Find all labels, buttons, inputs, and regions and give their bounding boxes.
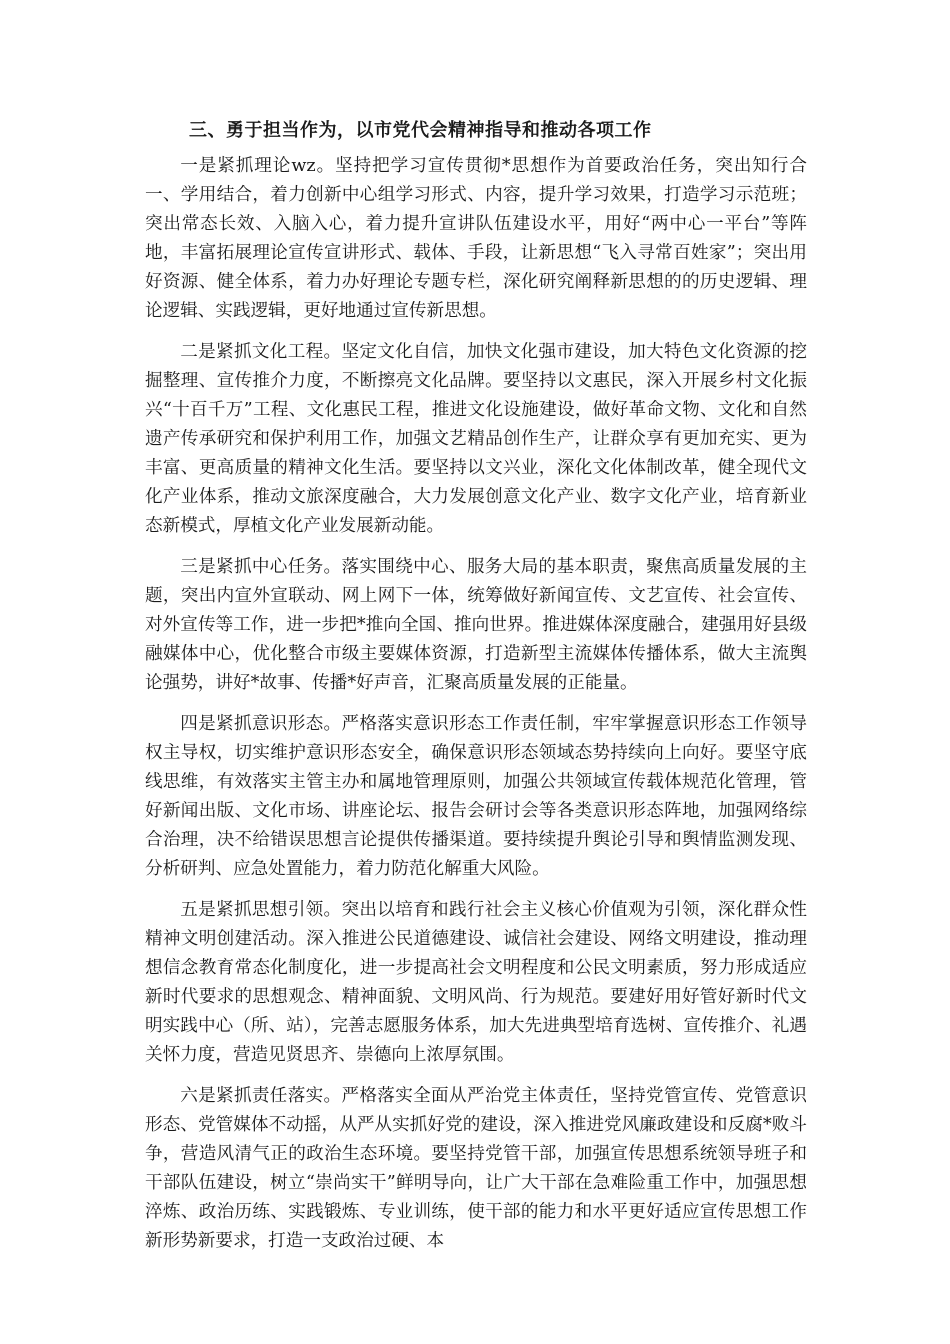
paragraph-central-tasks: 三是紧抓中心任务。落实围绕中心、服务大局的基本职责，聚焦高质量发展的主题，突出内宣外宣联动、网上网下一体，统筹做好新闻宣传、文艺宣传、社会宣传、对外宣传等工作，进一步把*推向全国、推向世界。推进媒体深度融合，建强用好县级融媒体中心，优化整合市级主要媒体资源，打造新型主流媒体传播体系，做大主流舆论强势，讲好*故事、传播*好声音，汇聚高质量发展的正能量。 [145,557,807,693]
paragraph-guidance: 五是紧抓思想引领。突出以培育和践行社会主义核心价值观为引领，深化群众性精神文明创建活动。深入推进公民道德建设、诚信社会建设、网络文明建设，推动理想信念教育常态化制度化，进一步提高社会文明程度和公民文明素质，努力形成适应新时代要求的思想观念、精神面貌、文明风尚、行为规范。要建好用好管好新时代文明实践中心（所、站），完善志愿服务体系，加大先进典型培育选树、宣传推介、礼遇关怀力度，营造见贤思齐、崇德向上浓厚氛围。 [145,900,807,1065]
paragraph-theory: 一是紧抓理论wz。坚持把学习宣传贯彻*思想作为首要政治任务，突出知行合一、学用结合，着力创新中心组学习形式、内容，提升学习效果，打造学习示范班；突出常态长效、入脑入心，着力提升宣讲队伍建设水平，用好“两中心一平台”等阵地，丰富拓展理论宣传宣讲形式、载体、手段，让新思想“飞入寻常百姓家”；突出用好资源、健全体系，着力办好理论专题专栏，深化研究阐释新思想的的历史逻辑、理论逻辑、实践逻辑，更好地通过宣传新思想。 [145,156,807,321]
paragraph-ideology: 四是紧抓意识形态。严格落实意识形态工作责任制，牢牢掌握意识形态工作领导权主导权，切实维护意识形态安全，确保意识形态领域态势持续向上向好。要坚守底线思维，有效落实主管主办和属地管理原则，加强公共领域宣传载体规范化管理，管好新闻出版、文化市场、讲座论坛、报告会研讨会等各类意识形态阵地，加强网络综合治理，决不给错误思想言论提供传播渠道。要持续提升舆论引导和舆情监测发现、分析研判、应急处置能力，着力防范化解重大风险。 [145,714,807,879]
section-heading: 三、勇于担当作为，以市党代会精神指导和推动各项工作 [189,120,652,141]
paragraph-responsibility: 六是紧抓责任落实。严格落实全面从严治党主体责任，坚持党管宣传、党管意识形态、党管媒体不动摇，从严从实抓好党的建设，深入推进党风廉政建设和反腐*败斗争，营造风清气正的政治生态环境。要坚持党管干部，加强宣传思想系统领导班子和干部队伍建设，树立“崇尚实干”鲜明导向，让广大干部在急难险重工作中，加强思想淬炼、政治历练、实践锻炼、专业训练，使干部的能力和水平更好适应宣传思想工作新形势新要求，打造一支政治过硬、本 [145,1086,807,1251]
document-body [145,118,807,1268]
paragraph-culture: 二是紧抓文化工程。坚定文化自信，加快文化强市建设，加大特色文化资源的挖掘整理、宣传推介力度，不断擦亮文化品牌。要坚持以文惠民，深入开展乡村文化振兴“十百千万”工程、文化惠民工程，推进文化设施建设，做好革命文物、文化和自然遗产传承研究和保护利用工作，加强文艺精品创作生产，让群众享有更加充实、更为丰富、更高质量的精神文化生活。要坚持以文兴业，深化文化体制改革，健全现代文化产业体系，推动文旅深度融合，大力发展创意文化产业、数字文化产业，培育新业态新模式，厚植文化产业发展新动能。 [145,342,807,536]
